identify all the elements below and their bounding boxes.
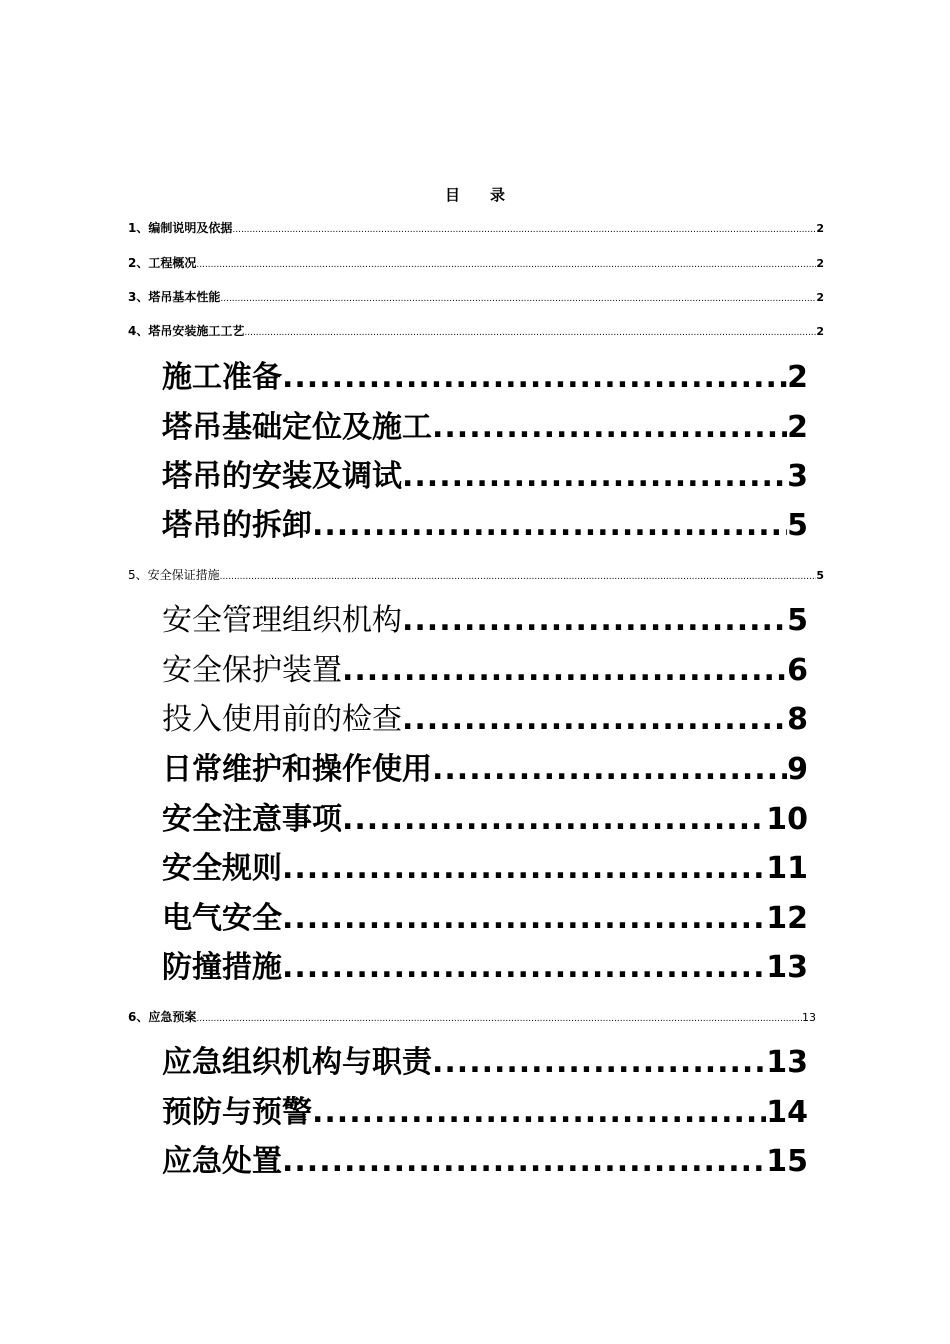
toc-entry-label: 4、塔吊安装施工工艺	[128, 324, 245, 338]
toc-subentry[interactable]	[162, 407, 808, 449]
toc-leader-dots	[244, 324, 816, 340]
toc-subentry[interactable]	[162, 1092, 808, 1134]
toc-title: 目录	[444, 186, 535, 204]
toc-leader-dots	[282, 357, 787, 399]
toc-leader-dots	[232, 221, 816, 237]
toc-leader-dots	[402, 699, 787, 741]
toc-leader-dots	[282, 947, 766, 989]
toc-leader-dots	[432, 749, 787, 791]
toc-leader-dots	[342, 650, 787, 692]
toc-entry-label: 6、应急预案	[128, 1010, 197, 1024]
toc-entry-label: 3、塔吊基本性能	[128, 290, 221, 304]
toc-entry-label: 应急组织机构与职责	[162, 1045, 432, 1080]
toc-page-number: 13	[766, 1045, 808, 1080]
toc-page-number: 2	[816, 222, 824, 235]
toc-entry-label: 施工准备	[162, 360, 282, 395]
toc-entry-label: 预防与预警	[162, 1095, 312, 1130]
toc-page-number: 9	[787, 752, 808, 787]
toc-page-number: 10	[766, 802, 808, 837]
toc-entry[interactable]	[128, 322, 824, 340]
toc-entry-label: 1、编制说明及依据	[128, 221, 233, 235]
toc-subentry[interactable]	[162, 799, 808, 841]
toc-entry-label: 电气安全	[162, 901, 282, 936]
toc-page-number: 5	[787, 508, 808, 543]
toc-page-number: 12	[766, 901, 808, 936]
toc-subentry[interactable]	[162, 947, 808, 989]
toc-page-number: 5	[787, 603, 808, 638]
toc-subentry[interactable]	[162, 848, 808, 890]
toc-page-number: 11	[766, 851, 808, 886]
toc-subentry[interactable]	[162, 357, 808, 399]
toc-subentry[interactable]	[162, 699, 808, 741]
toc-entry-label: 2、工程概况	[128, 256, 197, 270]
toc-page-number: 2	[787, 410, 808, 445]
toc-entry-label: 防撞措施	[162, 950, 282, 985]
toc-entry-label: 安全规则	[162, 851, 282, 886]
toc-leader-dots	[220, 568, 817, 584]
toc-leader-dots	[342, 799, 766, 841]
toc-page-number: 2	[816, 257, 824, 270]
toc-leader-dots	[312, 505, 787, 547]
toc-leader-dots	[312, 1092, 766, 1134]
toc-page-number: 15	[766, 1144, 808, 1179]
toc-entry[interactable]	[128, 288, 824, 306]
toc-subentry[interactable]	[162, 505, 808, 547]
toc-page-number: 13	[766, 950, 808, 985]
toc-page-number: 3	[787, 459, 808, 494]
toc-leader-dots	[282, 898, 766, 940]
toc-leader-dots	[282, 1141, 766, 1183]
toc-entry-label: 塔吊基础定位及施工	[162, 410, 432, 445]
toc-leader-dots	[282, 848, 766, 890]
toc-entry-label: 5、安全保证措施	[128, 568, 220, 582]
toc-subentry[interactable]	[162, 1141, 808, 1183]
toc-leader-dots	[432, 407, 787, 449]
toc-leader-dots	[220, 290, 816, 306]
toc-entry-label: 塔吊的安装及调试	[162, 459, 402, 494]
toc-entry-label: 应急处置	[162, 1144, 282, 1179]
toc-leader-dots	[402, 600, 787, 642]
toc-entry-label: 安全保护装置	[162, 653, 342, 688]
toc-entry[interactable]	[128, 566, 824, 584]
toc-leader-dots	[432, 1042, 766, 1084]
toc-entry[interactable]	[128, 254, 824, 272]
toc-entry[interactable]	[128, 1008, 816, 1026]
toc-page-number: 8	[787, 702, 808, 737]
toc-subentry[interactable]	[162, 600, 808, 642]
toc-entry-label: 塔吊的拆卸	[162, 508, 312, 543]
toc-page-number: 2	[816, 325, 824, 338]
toc-page-number: 6	[787, 653, 808, 688]
toc-entry-label: 投入使用前的检查	[162, 702, 402, 737]
toc-leader-dots	[196, 256, 816, 272]
toc-page-number: 2	[787, 360, 808, 395]
toc-entry[interactable]	[128, 219, 824, 237]
toc-entry-label: 安全管理组织机构	[162, 603, 402, 638]
toc-page-number: 2	[816, 291, 824, 304]
toc-page-number: 5	[816, 569, 824, 582]
toc-leader-dots	[196, 1010, 802, 1026]
toc-subentry[interactable]	[162, 456, 808, 498]
toc-page-number: 13	[802, 1011, 816, 1024]
toc-entry-label: 安全注意事项	[162, 802, 342, 837]
toc-subentry[interactable]	[162, 898, 808, 940]
toc-page-number: 14	[766, 1095, 808, 1130]
toc-subentry[interactable]	[162, 650, 808, 692]
toc-subentry[interactable]	[162, 749, 808, 791]
toc-subentry[interactable]	[162, 1042, 808, 1084]
toc-leader-dots	[402, 456, 787, 498]
toc-entry-label: 日常维护和操作使用	[162, 752, 432, 787]
